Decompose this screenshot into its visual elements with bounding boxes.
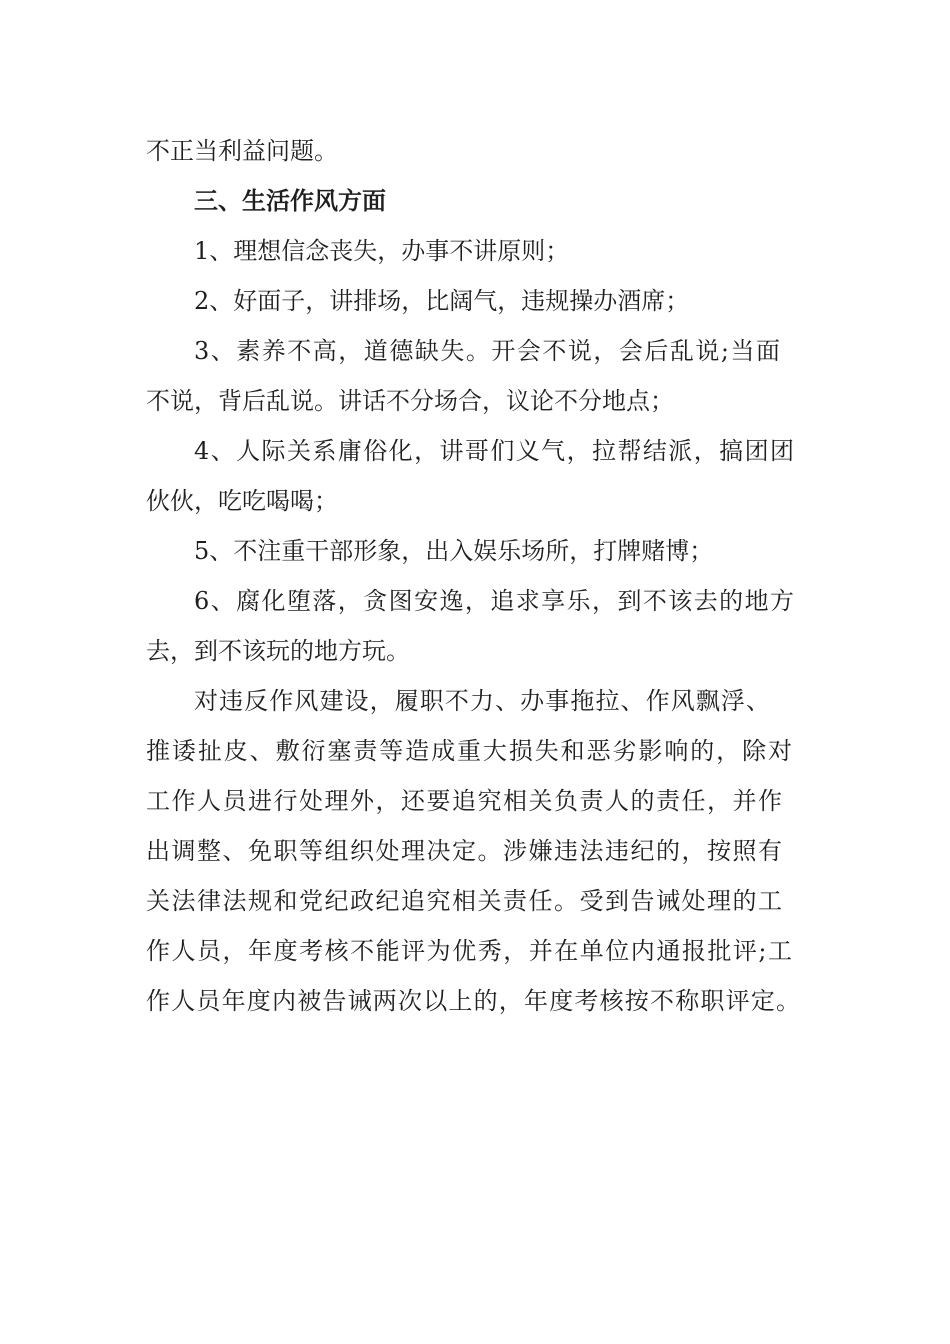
paragraph-line: 关法律法规和党纪政纪追究相关责任。受到告诫处理的工	[146, 887, 782, 915]
paragraph-line: 出调整、免职等组织处理决定。涉嫌违法违纪的，按照有	[146, 837, 782, 865]
list-item: 2、好面子，讲排场，比阔气，违规操办酒席；	[194, 287, 690, 315]
list-item-continuation: 不说，背后乱说。讲话不分场合，议论不分地点；	[146, 387, 674, 415]
paragraph-line: 作人员，年度考核不能评为优秀，并在单位内通报批评;工	[146, 937, 792, 965]
section-heading: 三、生活作风方面	[194, 187, 386, 215]
paragraph-line: 对违反作风建设，履职不力、办事拖拉、作风飘浮、	[194, 687, 770, 715]
list-item-continuation: 去，到不该玩的地方玩。	[146, 637, 410, 665]
list-item: 1、理想信念丧失，办事不讲原则；	[194, 237, 570, 265]
list-item: 5、不注重干部形象，出入娱乐场所，打牌赌博；	[194, 537, 714, 565]
list-item: 4、人际关系庸俗化，讲哥们义气，拉帮结派，搞团团	[194, 437, 794, 465]
paragraph-line: 推诿扯皮、敷衍塞责等造成重大损失和恶劣影响的，除对	[146, 737, 792, 765]
list-item: 3、素养不高，道德缺失。开会不说，会后乱说;当面	[194, 337, 780, 365]
list-item: 6、腐化堕落，贪图安逸，追求享乐，到不该去的地方	[194, 587, 794, 615]
list-item-continuation: 伙伙，吃吃喝喝；	[146, 487, 338, 515]
continuation-text: 不正当利益问题。	[146, 137, 338, 165]
paragraph-line: 作人员年度内被告诫两次以上的，年度考核按不称职评定。	[146, 987, 800, 1015]
paragraph-line: 工作人员进行处理外，还要追究相关负责人的责任，并作	[146, 787, 782, 815]
